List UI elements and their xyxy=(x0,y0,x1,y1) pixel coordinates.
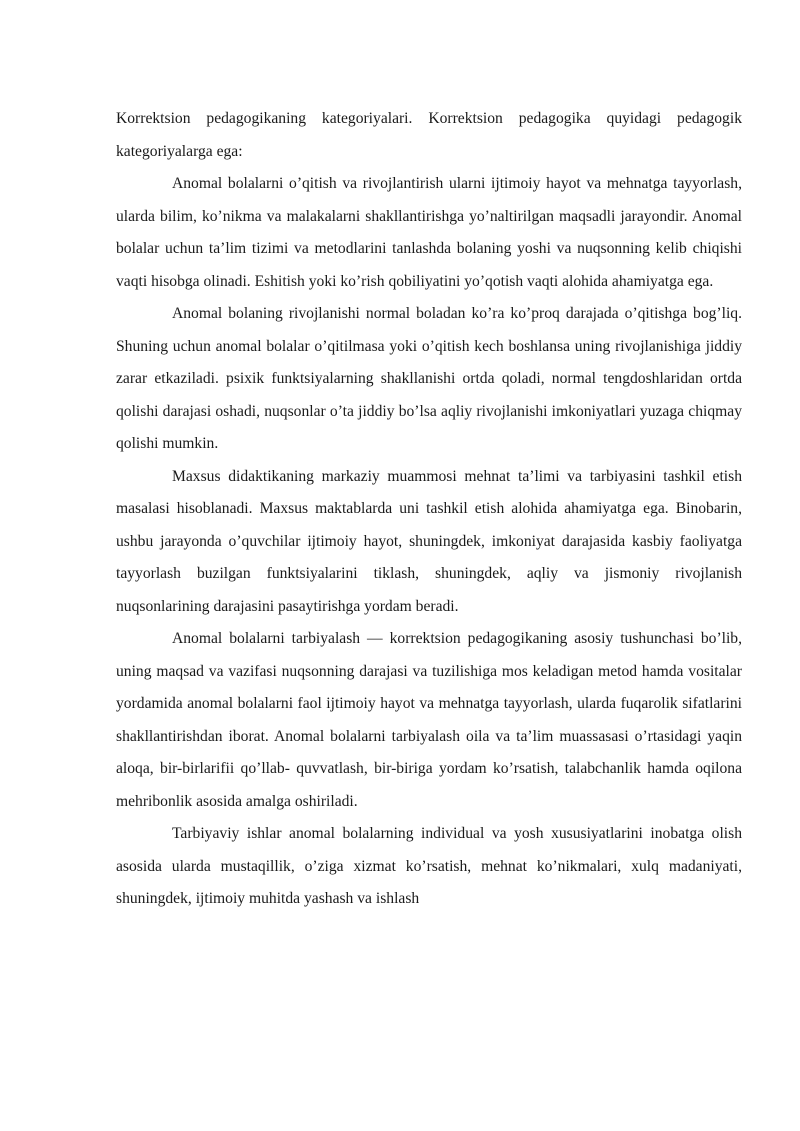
document-body xyxy=(116,103,742,916)
paragraph-educational-work: Tarbiyaviy ishlar anomal bolalarning individual va yosh xususiyatlarini inobatga olish asosida ularda mustaqillik, o’ziga xizmat ko’rsatish, mehnat ko’nikmalari, xulq madaniyati, shuningdek, ijtimoiy muhitda yashash va ishlash xyxy=(116,825,742,907)
paragraph-development: Anomal bolaning rivojlanishi normal boladan ko’ra ko’proq darajada o’qitishga bog’liq. Shuning uchun anomal bolalar o’qitilmasa yoki o’qitish kech boshlansa uning rivojlanishiga jiddiy zarar etkaziladi. psixik funktsiyalarning shakllanishi ortda qoladi, normal tengdoshlaridan ortda qolishi darajasi oshadi, nuqsonlar o’ta jiddiy bo’lsa aqliy rivojlanishi imkoniyatlari yuzaga chiqmay qolishi mumkin. xyxy=(116,305,742,452)
paragraph-categories-intro: Korrektsion pedagogikaning kategoriyalari. Korrektsion pedagogika quyidagi pedagogik kategoriyalarga ega: xyxy=(116,110,742,160)
paragraph-special-didactics: Maxsus didaktikaning markaziy muammosi mehnat ta’limi va tarbiyasini tashkil etish masalasi hisoblanadi. Maxsus maktablarda uni tashkil etish alohida ahamiyatga ega. Binobarin, ushbu jarayonda o’quvchilar ijtimoiy hayot, shuningdek, imkoniyat darajasida kasbiy faoliyatga tayyorlash buzilgan funktsiyalarini tiklash, shuningdek, aqliy va jismoniy rivojlanish nuqsonlarining darajasini pasaytirishga yordam beradi. xyxy=(116,467,742,615)
paragraph-upbringing: Anomal bolalarni tarbiyalash — korrektsion pedagogikaning asosiy tushunchasi bo’lib, uning maqsad va vazifasi nuqsonning darajasi va tuzilishiga mos keladigan metod hamda vositalar yordamida anomal bolalarni faol ijtimoiy hayot va mehnatga tayyorlash, ularda fuqarolik sifatlarini shakllantirishdan iborat. Anomal bolalarni tarbiyalash oila va ta’lim muassasasi o’rtasidagi yaqin aloqa, bir-birlarifii qo’llab- quvvatlash, bir-biriga yordam ko’rsatish, talabchanlik hamda oqilona mehribonlik asosida amalga oshiriladi. xyxy=(116,630,742,810)
paragraph-teaching: Anomal bolalarni o’qitish va rivojlantirish ularni ijtimoiy hayot va mehnatga tayyorlash, ularda bilim, ko’nikma va malakalarni shakllantirishga yo’naltirilgan maqsadli jarayondir. Anomal bolalar uchun ta’lim tizimi va metodlarini tanlashda bolaning yoshi va nuqsonning kelib chiqishi vaqti hisobga olinadi. Eshitish yoki ko’rish qobiliyatini yo’qotish vaqti alohida ahamiyatga ega. xyxy=(116,175,742,290)
